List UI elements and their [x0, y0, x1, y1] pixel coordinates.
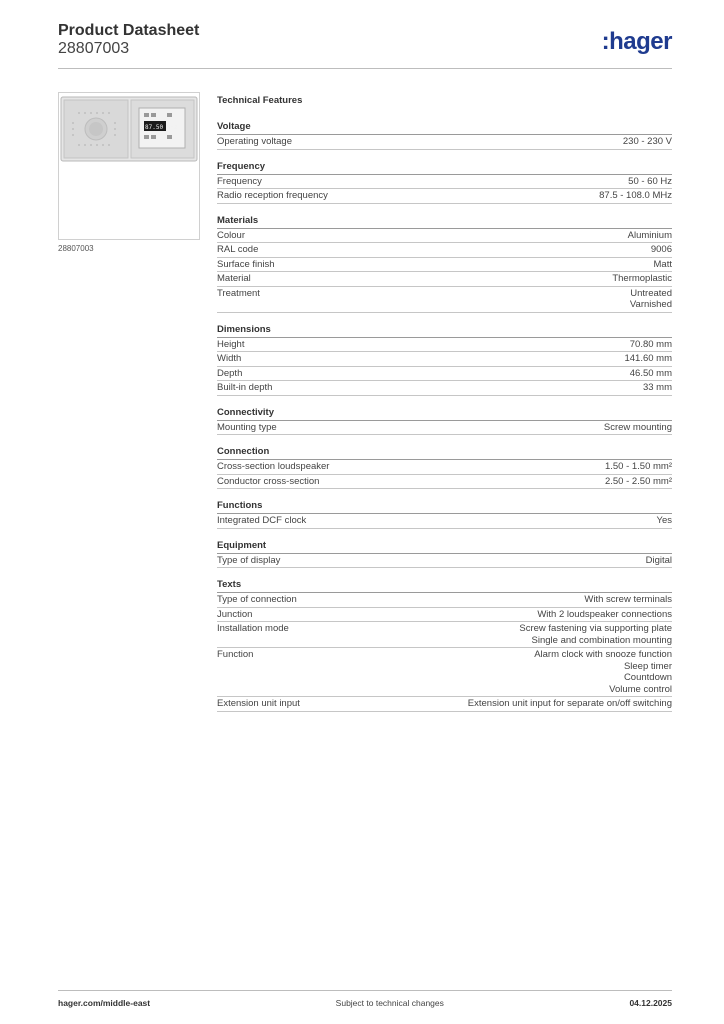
- spec-row: [217, 175, 672, 190]
- spec-value: [623, 136, 672, 148]
- hager-logo: :hager: [601, 28, 672, 55]
- display-text: 87.50 MHz: [145, 124, 178, 131]
- spec-value-line: 46.50 mm: [629, 367, 672, 379]
- spec-row: [217, 258, 672, 273]
- spec-row: [217, 608, 672, 623]
- page-footer: [58, 998, 672, 1008]
- spec-value: [605, 461, 672, 473]
- spec-value-line: Untreated: [630, 287, 672, 299]
- header-divider: [58, 68, 672, 69]
- spec-value: [628, 176, 672, 188]
- spec-label: Mounting type: [217, 421, 277, 433]
- spec-value-line: Sleep timer: [623, 660, 672, 672]
- spec-row: [217, 421, 672, 436]
- spec-label: Operating voltage: [217, 136, 292, 147]
- page-header: [58, 22, 672, 68]
- spec-value: [534, 649, 672, 695]
- spec-row: [217, 189, 672, 204]
- spec-label: Colour: [217, 229, 245, 241]
- spec-value-line: Screw mounting: [603, 421, 672, 433]
- spec-group-title: Frequency: [217, 156, 672, 175]
- spec-row: [217, 460, 672, 475]
- spec-row: [217, 648, 672, 697]
- footer-date: 04.12.2025: [629, 998, 672, 1008]
- spec-value: [584, 594, 672, 606]
- product-image: [58, 92, 200, 240]
- spec-label: Height: [217, 338, 245, 350]
- spec-group-title: Dimensions: [217, 319, 672, 338]
- spec-label: Frequency: [217, 175, 262, 187]
- spec-label: Integrated DCF clock: [217, 515, 307, 526]
- spec-value: [604, 422, 672, 434]
- spec-value: [646, 555, 672, 567]
- spec-label: Depth: [217, 367, 243, 379]
- spec-label: Surface finish: [217, 258, 275, 270]
- spec-value-line: Thermoplastic: [612, 273, 672, 284]
- spec-value-line: 1.50 - 1.50 mm²: [604, 461, 672, 472]
- spec-value-line: Digital: [645, 554, 672, 566]
- spec-group-title: Functions: [217, 495, 672, 514]
- spec-row: [217, 554, 672, 569]
- spec-row: [217, 697, 672, 712]
- spec-label: Extension unit input: [217, 698, 300, 709]
- spec-value: [654, 259, 672, 271]
- spec-value: [643, 382, 672, 394]
- spec-value-line: Extension unit input for separate on/off switching: [467, 698, 672, 709]
- spec-value: [657, 515, 673, 527]
- spec-row: [217, 272, 672, 287]
- spec-value-line: Countdown: [623, 672, 672, 683]
- spec-group-title: Equipment: [217, 535, 672, 554]
- spec-value-line: Alarm clock with snooze function: [534, 649, 672, 660]
- spec-value-line: 33 mm: [642, 382, 672, 393]
- spec-value: [605, 476, 672, 488]
- spec-label: Built-in depth: [217, 382, 273, 393]
- spec-value-line: 2.50 - 2.50 mm²: [604, 475, 672, 487]
- spec-row: [217, 381, 672, 396]
- spec-row: [217, 514, 672, 529]
- spec-label: Type of display: [217, 554, 281, 566]
- spec-value: [519, 623, 672, 646]
- spec-value-line: 230 - 230 V: [622, 136, 672, 147]
- spec-label: Material: [217, 273, 251, 284]
- spec-label: Width: [217, 353, 242, 364]
- technical-features: [217, 96, 672, 712]
- spec-label: RAL code: [217, 244, 259, 255]
- spec-group-title: Materials: [217, 210, 672, 229]
- spec-value: [630, 288, 672, 311]
- spec-value: [612, 273, 672, 285]
- spec-value-line: Screw fastening via supporting plate: [519, 623, 672, 634]
- spec-label: Installation mode: [217, 623, 289, 634]
- spec-value-line: With screw terminals: [584, 594, 672, 605]
- spec-value-line: 70.80 mm: [629, 338, 672, 350]
- spec-group-title: Connection: [217, 441, 672, 460]
- spec-value: [537, 609, 672, 621]
- spec-row: [217, 593, 672, 608]
- spec-row: [217, 135, 672, 150]
- spec-value-line: 87.5 - 108.0 MHz: [599, 190, 672, 201]
- spec-value: [630, 339, 672, 351]
- spec-value-line: 141.60 mm: [624, 353, 672, 364]
- spec-row: [217, 367, 672, 382]
- spec-value: [468, 698, 672, 710]
- spec-row: [217, 352, 672, 367]
- product-caption: 28807003: [58, 244, 94, 253]
- technical-features-title: Technical Features: [217, 95, 303, 106]
- spec-label: Function: [217, 649, 254, 660]
- spec-value-line: Matt: [653, 258, 672, 270]
- radio-device-icon: [59, 93, 199, 239]
- spec-label: Conductor cross-section: [217, 475, 320, 487]
- spec-label: Cross-section loudspeaker: [217, 461, 330, 472]
- spec-value-line: With 2 loudspeaker connections: [537, 608, 672, 620]
- spec-value: [628, 230, 672, 242]
- spec-group-title: Texts: [217, 574, 672, 593]
- footer-website: hager.com/middle-east: [58, 998, 151, 1008]
- spec-row: [217, 622, 672, 648]
- spec-value: [651, 244, 672, 256]
- spec-value-line: Single and combination mounting: [531, 634, 672, 646]
- spec-label: Type of connection: [217, 594, 297, 605]
- spec-row: [217, 338, 672, 353]
- spec-group-title: Voltage: [217, 116, 672, 135]
- spec-label: Junction: [217, 608, 253, 620]
- spec-row: [217, 475, 672, 490]
- spec-value: [630, 368, 672, 380]
- spec-value-line: Yes: [656, 515, 672, 526]
- spec-value-line: 50 - 60 Hz: [628, 175, 672, 187]
- spec-value: [599, 190, 672, 202]
- spec-value-line: Aluminium: [627, 229, 672, 241]
- spec-value-line: Varnished: [629, 299, 672, 310]
- spec-value: [624, 353, 672, 365]
- spec-value-line: 9006: [650, 244, 672, 255]
- spec-row: [217, 287, 672, 313]
- spec-value-line: Volume control: [609, 683, 672, 695]
- footer-notice: Subject to technical changes: [335, 998, 444, 1008]
- spec-group-title: Connectivity: [217, 402, 672, 421]
- footer-divider: [58, 990, 672, 991]
- product-code: 28807003: [58, 40, 130, 57]
- spec-row: [217, 243, 672, 258]
- spec-label: Treatment: [217, 287, 260, 299]
- spec-label: Radio reception frequency: [217, 190, 328, 201]
- spec-row: [217, 229, 672, 244]
- page-title: Product Datasheet: [58, 22, 200, 39]
